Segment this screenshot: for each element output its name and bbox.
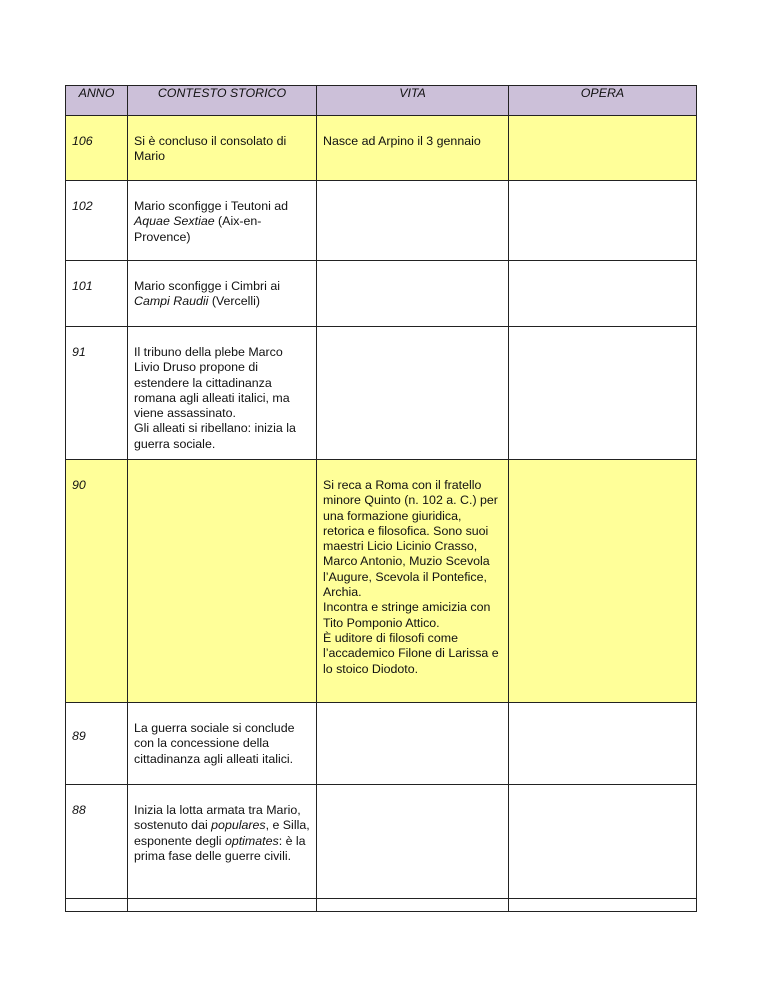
- vita-cell: [317, 785, 509, 899]
- table-row: [66, 261, 697, 327]
- table-row: [66, 703, 697, 785]
- year-cell: [66, 899, 128, 912]
- opera-cell: [509, 703, 697, 785]
- table-row: [66, 785, 697, 899]
- table-row: [66, 460, 697, 703]
- vita-cell: [317, 181, 509, 261]
- contesto-cell: [128, 899, 317, 912]
- opera-cell: [509, 899, 697, 912]
- year-cell: 89: [66, 703, 128, 785]
- table-row: [66, 327, 697, 460]
- opera-cell: [509, 785, 697, 899]
- opera-cell: [509, 327, 697, 460]
- vita-cell: Si reca a Roma con il fratello minore Quinto (n. 102 a. C.) per una formazione giuridica, retorica e filosofica. Sono suoi maestri Licio Licinio Crasso, Marco Antonio, Muzio Scevola l’Augure, Scevola il Pontefice, Archia. Incontra e stringe amicizia con Tito Pomponio Attico. È uditore di filosofi come l’accademico Filone di Larissa e lo stoico Diodoto.: [317, 460, 509, 703]
- vita-cell: [317, 899, 509, 912]
- year-cell: 90: [66, 460, 128, 703]
- year-cell: 102: [66, 181, 128, 261]
- vita-cell: [317, 261, 509, 327]
- year-cell: 91: [66, 327, 128, 460]
- opera-cell: [509, 261, 697, 327]
- opera-cell: [509, 460, 697, 703]
- year-cell: 88: [66, 785, 128, 899]
- year-cell: 101: [66, 261, 128, 327]
- table-row: [66, 899, 697, 912]
- header-anno: ANNO: [66, 86, 128, 116]
- table-row: [66, 181, 697, 261]
- header-row: [66, 86, 697, 116]
- contesto-cell: [128, 460, 317, 703]
- timeline-table: [65, 85, 697, 912]
- contesto-cell: Si è concluso il consolato di Mario: [128, 116, 317, 181]
- year-cell: 106: [66, 116, 128, 181]
- contesto-cell: Il tribuno della plebe Marco Livio Druso propone di estendere la cittadinanza romana agli alleati italici, ma viene assassinato. Gli alleati si ribellano: inizia la guerra sociale.: [128, 327, 317, 460]
- vita-cell: Nasce ad Arpino il 3 gennaio: [317, 116, 509, 181]
- contesto-cell: Mario sconfigge i Cimbri ai Campi Raudii (Vercelli): [128, 261, 317, 327]
- header-contesto: CONTESTO STORICO: [128, 86, 317, 116]
- header-vita: VITA: [317, 86, 509, 116]
- vita-cell: [317, 327, 509, 460]
- vita-cell: [317, 703, 509, 785]
- opera-cell: [509, 181, 697, 261]
- contesto-cell: Mario sconfigge i Teutoni ad Aquae Sextiae (Aix-en-Provence): [128, 181, 317, 261]
- table-row: [66, 116, 697, 181]
- contesto-cell: Inizia la lotta armata tra Mario, sostenuto dai populares, e Silla, esponente degli optimates: è la prima fase delle guerre civili.: [128, 785, 317, 899]
- opera-cell: [509, 116, 697, 181]
- header-opera: OPERA: [509, 86, 697, 116]
- contesto-cell: La guerra sociale si conclude con la concessione della cittadinanza agli alleati italici.: [128, 703, 317, 785]
